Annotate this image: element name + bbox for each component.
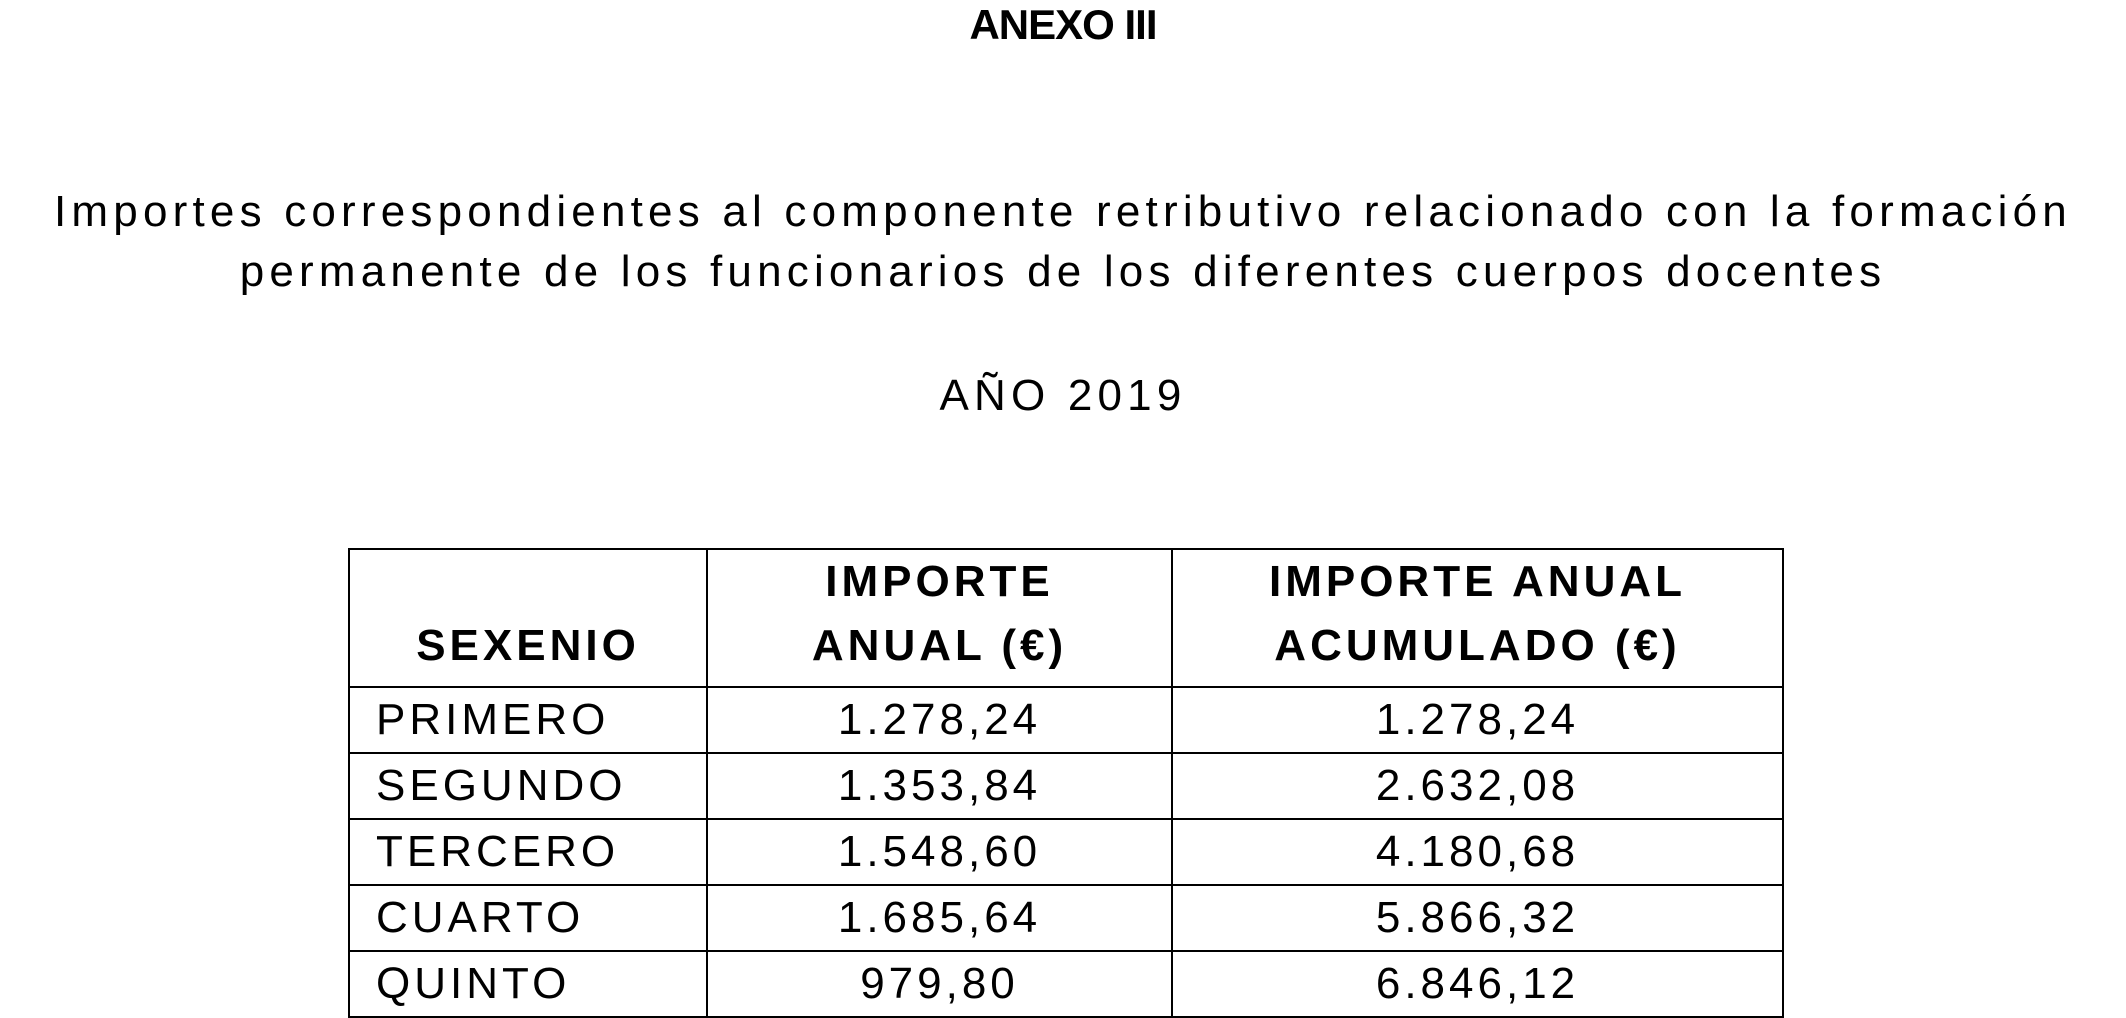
sexenio-cell: TERCERO [349,819,707,885]
importe-anual-cell: 1.278,24 [707,687,1172,753]
importe-acumulado-cell: 5.866,32 [1172,885,1783,951]
document-subtitle-line-1: Importes correspondientes al componente retributivo relacionado con la formación [54,187,2072,236]
header-importe-acumulado-line-2: ACUMULADO (€) [1274,620,1681,670]
importe-anual-cell: 1.353,84 [707,753,1172,819]
importe-acumulado-cell: 1.278,24 [1172,687,1783,753]
header-importe-acumulado-line-1: IMPORTE ANUAL [1268,557,1687,606]
table-row [349,885,1783,951]
table-row [349,687,1783,753]
header-sexenio [349,549,707,687]
importe-acumulado-cell: 2.632,08 [1172,753,1783,819]
table-row [349,819,1783,885]
year-label: AÑO 2019 [939,371,1187,420]
header-importe-acumulado [1172,549,1783,687]
header-importe-anual-line-2: ANUAL (€) [811,620,1068,670]
importe-anual-cell: 1.548,60 [707,819,1172,885]
annex-title: ANEXO III [969,1,1157,48]
importe-anual-cell: 1.685,64 [707,885,1172,951]
importe-acumulado-cell: 4.180,68 [1172,819,1783,885]
header-importe-anual [707,549,1172,687]
table-row [349,951,1783,1017]
importe-anual-cell: 979,80 [707,951,1172,1017]
importe-acumulado-cell: 6.846,12 [1172,951,1783,1017]
sexenio-amounts-table [348,548,1784,1018]
sexenio-cell: PRIMERO [349,687,707,753]
sexenio-cell: SEGUNDO [349,753,707,819]
table-header-row [349,549,1783,687]
header-importe-anual-line-1: IMPORTE [825,557,1054,606]
sexenio-cell: CUARTO [349,885,707,951]
header-sexenio-label: SEXENIO [416,620,640,670]
sexenio-cell: QUINTO [349,951,707,1017]
table-row [349,753,1783,819]
document-subtitle-line-2: permanente de los funcionarios de los diferentes cuerpos docentes [239,247,1887,296]
